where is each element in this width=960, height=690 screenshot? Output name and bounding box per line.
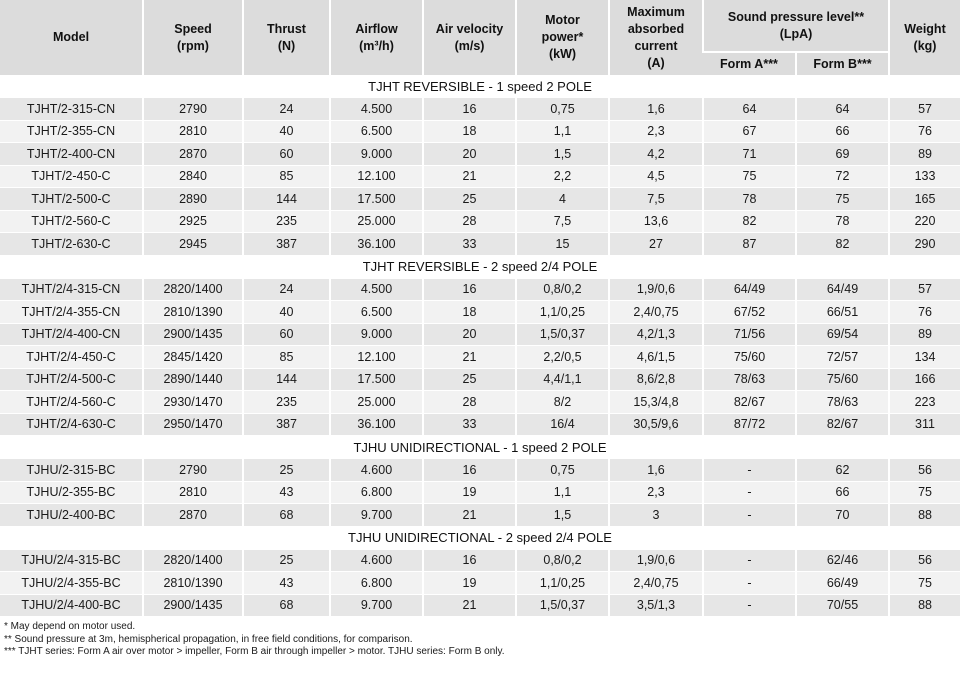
cell-form-a: 82/67 <box>703 391 796 414</box>
cell-speed: 2820/1400 <box>143 549 243 572</box>
table-row <box>0 323 960 346</box>
cell-weight: 57 <box>889 278 960 301</box>
cell-speed: 2840 <box>143 165 243 188</box>
cell-weight: 75 <box>889 481 960 504</box>
cell-air-velocity: 20 <box>423 323 516 346</box>
cell-weight: 134 <box>889 346 960 369</box>
cell-air-velocity: 21 <box>423 504 516 527</box>
cell-speed: 2820/1400 <box>143 278 243 301</box>
cell-max-current: 3,5/1,3 <box>609 594 703 617</box>
cell-airflow: 12.100 <box>330 346 423 369</box>
cell-form-a: - <box>703 594 796 617</box>
cell-max-current: 2,4/0,75 <box>609 301 703 324</box>
footnote-3: *** TJHT series: Form A air over motor > impeller, Form B air through impeller > motor. TJHU series: Form B only. <box>4 646 505 657</box>
cell-form-a: 64 <box>703 98 796 121</box>
cell-thrust: 60 <box>243 323 330 346</box>
cell-form-b: 66 <box>796 481 889 504</box>
cell-speed: 2810 <box>143 481 243 504</box>
table-row <box>0 413 960 436</box>
cell-model: TJHT/2/4-560-C <box>0 391 143 414</box>
table-body <box>0 75 960 617</box>
cell-form-b: 62/46 <box>796 549 889 572</box>
cell-form-a: 87 <box>703 233 796 256</box>
cell-max-current: 4,5 <box>609 165 703 188</box>
cell-model: TJHU/2-400-BC <box>0 504 143 527</box>
cell-max-current: 3 <box>609 504 703 527</box>
cell-form-b: 69 <box>796 143 889 166</box>
cell-max-current: 8,6/2,8 <box>609 368 703 391</box>
cell-thrust: 68 <box>243 594 330 617</box>
cell-model: TJHT/2-500-C <box>0 188 143 211</box>
cell-weight: 133 <box>889 165 960 188</box>
cell-air-velocity: 18 <box>423 120 516 143</box>
group-title: TJHU UNIDIRECTIONAL - 1 speed 2 POLE <box>0 436 960 459</box>
table-row <box>0 210 960 233</box>
cell-speed: 2900/1435 <box>143 594 243 617</box>
cell-form-a: 71/56 <box>703 323 796 346</box>
cell-weight: 89 <box>889 143 960 166</box>
footnote-1: * May depend on motor used. <box>4 621 136 632</box>
header-weight: Weight (kg) <box>889 0 960 75</box>
cell-form-a: 67/52 <box>703 301 796 324</box>
table-row <box>0 391 960 414</box>
cell-motor-power: 0,8/0,2 <box>516 278 609 301</box>
cell-airflow: 12.100 <box>330 165 423 188</box>
cell-air-velocity: 16 <box>423 98 516 121</box>
cell-motor-power: 8/2 <box>516 391 609 414</box>
table-row <box>0 301 960 324</box>
cell-form-b: 75 <box>796 188 889 211</box>
cell-motor-power: 1,1/0,25 <box>516 572 609 595</box>
cell-air-velocity: 16 <box>423 459 516 482</box>
cell-airflow: 6.800 <box>330 572 423 595</box>
table-row <box>0 233 960 256</box>
cell-form-a: 75 <box>703 165 796 188</box>
cell-air-velocity: 20 <box>423 143 516 166</box>
group-title: TJHU UNIDIRECTIONAL - 2 speed 2/4 POLE <box>0 526 960 549</box>
group-header-row <box>0 526 960 549</box>
cell-max-current: 2,4/0,75 <box>609 572 703 595</box>
cell-motor-power: 4,4/1,1 <box>516 368 609 391</box>
cell-weight: 290 <box>889 233 960 256</box>
cell-max-current: 2,3 <box>609 120 703 143</box>
cell-speed: 2810/1390 <box>143 301 243 324</box>
cell-form-a: - <box>703 459 796 482</box>
cell-motor-power: 7,5 <box>516 210 609 233</box>
table-row <box>0 594 960 617</box>
header-thrust: Thrust (N) <box>243 0 330 75</box>
table-row <box>0 143 960 166</box>
cell-air-velocity: 25 <box>423 368 516 391</box>
cell-model: TJHU/2-355-BC <box>0 481 143 504</box>
cell-form-a: - <box>703 481 796 504</box>
group-title: TJHT REVERSIBLE - 1 speed 2 POLE <box>0 75 960 98</box>
footnote-2: ** Sound pressure at 3m, hemispherical propagation, in free field conditions, for comparison. <box>4 633 413 645</box>
cell-max-current: 13,6 <box>609 210 703 233</box>
cell-max-current: 4,2/1,3 <box>609 323 703 346</box>
cell-form-a: 71 <box>703 143 796 166</box>
cell-form-b: 75/60 <box>796 368 889 391</box>
cell-air-velocity: 19 <box>423 481 516 504</box>
cell-motor-power: 4 <box>516 188 609 211</box>
cell-form-b: 78/63 <box>796 391 889 414</box>
cell-speed: 2950/1470 <box>143 413 243 436</box>
cell-motor-power: 2,2/0,5 <box>516 346 609 369</box>
cell-weight: 75 <box>889 572 960 595</box>
cell-thrust: 60 <box>243 143 330 166</box>
cell-thrust: 85 <box>243 165 330 188</box>
cell-air-velocity: 28 <box>423 391 516 414</box>
cell-weight: 220 <box>889 210 960 233</box>
cell-weight: 76 <box>889 120 960 143</box>
cell-model: TJHT/2-355-CN <box>0 120 143 143</box>
table-row <box>0 346 960 369</box>
cell-air-velocity: 19 <box>423 572 516 595</box>
cell-model: TJHT/2/4-400-CN <box>0 323 143 346</box>
header-air-velocity: Air velocity (m/s) <box>423 0 516 75</box>
table-row <box>0 368 960 391</box>
cell-weight: 76 <box>889 301 960 324</box>
cell-weight: 223 <box>889 391 960 414</box>
cell-form-a: - <box>703 549 796 572</box>
cell-motor-power: 1,1/0,25 <box>516 301 609 324</box>
header-model: Model <box>0 0 143 75</box>
cell-form-a: 82 <box>703 210 796 233</box>
cell-speed: 2845/1420 <box>143 346 243 369</box>
cell-form-a: - <box>703 504 796 527</box>
cell-air-velocity: 21 <box>423 165 516 188</box>
cell-weight: 166 <box>889 368 960 391</box>
cell-model: TJHU/2-315-BC <box>0 459 143 482</box>
cell-airflow: 4.500 <box>330 278 423 301</box>
cell-speed: 2790 <box>143 98 243 121</box>
table-row <box>0 504 960 527</box>
cell-max-current: 30,5/9,6 <box>609 413 703 436</box>
cell-weight: 57 <box>889 98 960 121</box>
cell-thrust: 85 <box>243 346 330 369</box>
cell-weight: 89 <box>889 323 960 346</box>
cell-form-b: 82 <box>796 233 889 256</box>
cell-thrust: 40 <box>243 301 330 324</box>
cell-airflow: 9.700 <box>330 594 423 617</box>
cell-air-velocity: 21 <box>423 594 516 617</box>
cell-form-a: - <box>703 572 796 595</box>
cell-air-velocity: 16 <box>423 278 516 301</box>
cell-form-a: 78 <box>703 188 796 211</box>
cell-form-b: 66/51 <box>796 301 889 324</box>
cell-thrust: 43 <box>243 481 330 504</box>
header-form-a: Form A*** <box>703 52 796 75</box>
cell-thrust: 68 <box>243 504 330 527</box>
cell-speed: 2930/1470 <box>143 391 243 414</box>
cell-form-b: 62 <box>796 459 889 482</box>
cell-model: TJHT/2/4-500-C <box>0 368 143 391</box>
cell-thrust: 387 <box>243 233 330 256</box>
cell-model: TJHT/2/4-355-CN <box>0 301 143 324</box>
cell-thrust: 40 <box>243 120 330 143</box>
group-header-row <box>0 75 960 98</box>
cell-thrust: 387 <box>243 413 330 436</box>
header-speed: Speed (rpm) <box>143 0 243 75</box>
cell-speed: 2890/1440 <box>143 368 243 391</box>
cell-air-velocity: 33 <box>423 233 516 256</box>
cell-model: TJHT/2-450-C <box>0 165 143 188</box>
header-motor-power: Motor power* (kW) <box>516 0 609 75</box>
cell-form-a: 67 <box>703 120 796 143</box>
cell-form-a: 78/63 <box>703 368 796 391</box>
table-row <box>0 120 960 143</box>
cell-weight: 56 <box>889 549 960 572</box>
cell-air-velocity: 16 <box>423 549 516 572</box>
cell-weight: 311 <box>889 413 960 436</box>
cell-speed: 2945 <box>143 233 243 256</box>
cell-form-a: 87/72 <box>703 413 796 436</box>
cell-motor-power: 1,1 <box>516 120 609 143</box>
cell-form-b: 78 <box>796 210 889 233</box>
cell-thrust: 235 <box>243 391 330 414</box>
cell-thrust: 25 <box>243 549 330 572</box>
cell-airflow: 17.500 <box>330 188 423 211</box>
cell-form-a: 64/49 <box>703 278 796 301</box>
cell-air-velocity: 18 <box>423 301 516 324</box>
header-max-current: Maximum absorbed current (A) <box>609 0 703 75</box>
cell-speed: 2900/1435 <box>143 323 243 346</box>
cell-motor-power: 1,5/0,37 <box>516 323 609 346</box>
cell-motor-power: 16/4 <box>516 413 609 436</box>
cell-motor-power: 2,2 <box>516 165 609 188</box>
header-sound-pressure: Sound pressure level** (LpA) <box>703 0 889 52</box>
cell-airflow: 17.500 <box>330 368 423 391</box>
table-row <box>0 572 960 595</box>
cell-airflow: 6.500 <box>330 120 423 143</box>
cell-air-velocity: 28 <box>423 210 516 233</box>
header-form-b: Form B*** <box>796 52 889 75</box>
cell-thrust: 24 <box>243 98 330 121</box>
cell-speed: 2870 <box>143 143 243 166</box>
cell-form-b: 82/67 <box>796 413 889 436</box>
cell-speed: 2870 <box>143 504 243 527</box>
cell-weight: 165 <box>889 188 960 211</box>
cell-weight: 88 <box>889 504 960 527</box>
cell-max-current: 2,3 <box>609 481 703 504</box>
cell-thrust: 144 <box>243 368 330 391</box>
cell-thrust: 24 <box>243 278 330 301</box>
cell-speed: 2790 <box>143 459 243 482</box>
cell-model: TJHT/2-630-C <box>0 233 143 256</box>
group-title: TJHT REVERSIBLE - 2 speed 2/4 POLE <box>0 255 960 278</box>
cell-max-current: 1,6 <box>609 98 703 121</box>
cell-model: TJHU/2/4-315-BC <box>0 549 143 572</box>
cell-airflow: 25.000 <box>330 210 423 233</box>
cell-model: TJHU/2/4-400-BC <box>0 594 143 617</box>
header-airflow: Airflow (m³/h) <box>330 0 423 75</box>
cell-airflow: 9.000 <box>330 323 423 346</box>
cell-motor-power: 1,1 <box>516 481 609 504</box>
cell-max-current: 4,2 <box>609 143 703 166</box>
cell-airflow: 6.800 <box>330 481 423 504</box>
table-row <box>0 98 960 121</box>
cell-max-current: 27 <box>609 233 703 256</box>
cell-form-b: 72 <box>796 165 889 188</box>
cell-model: TJHT/2/4-315-CN <box>0 278 143 301</box>
cell-model: TJHT/2/4-450-C <box>0 346 143 369</box>
cell-max-current: 15,3/4,8 <box>609 391 703 414</box>
cell-airflow: 9.000 <box>330 143 423 166</box>
cell-form-b: 64 <box>796 98 889 121</box>
cell-form-b: 66/49 <box>796 572 889 595</box>
table-row <box>0 188 960 211</box>
cell-airflow: 4.600 <box>330 549 423 572</box>
cell-airflow: 36.100 <box>330 413 423 436</box>
cell-speed: 2810 <box>143 120 243 143</box>
cell-airflow: 25.000 <box>330 391 423 414</box>
cell-airflow: 4.500 <box>330 98 423 121</box>
cell-form-b: 72/57 <box>796 346 889 369</box>
cell-airflow: 9.700 <box>330 504 423 527</box>
cell-form-b: 64/49 <box>796 278 889 301</box>
cell-form-a: 75/60 <box>703 346 796 369</box>
table-row <box>0 549 960 572</box>
cell-airflow: 6.500 <box>330 301 423 324</box>
cell-speed: 2925 <box>143 210 243 233</box>
cell-max-current: 7,5 <box>609 188 703 211</box>
cell-weight: 88 <box>889 594 960 617</box>
cell-airflow: 4.600 <box>330 459 423 482</box>
cell-motor-power: 1,5 <box>516 143 609 166</box>
cell-motor-power: 0,75 <box>516 459 609 482</box>
table-row <box>0 165 960 188</box>
table-header <box>0 0 960 75</box>
cell-speed: 2810/1390 <box>143 572 243 595</box>
cell-motor-power: 1,5/0,37 <box>516 594 609 617</box>
cell-model: TJHT/2-560-C <box>0 210 143 233</box>
cell-motor-power: 1,5 <box>516 504 609 527</box>
table-row <box>0 481 960 504</box>
cell-air-velocity: 25 <box>423 188 516 211</box>
cell-form-b: 69/54 <box>796 323 889 346</box>
cell-thrust: 43 <box>243 572 330 595</box>
cell-model: TJHT/2-315-CN <box>0 98 143 121</box>
cell-air-velocity: 33 <box>423 413 516 436</box>
cell-weight: 56 <box>889 459 960 482</box>
table-row <box>0 459 960 482</box>
cell-thrust: 25 <box>243 459 330 482</box>
cell-air-velocity: 21 <box>423 346 516 369</box>
cell-thrust: 144 <box>243 188 330 211</box>
cell-model: TJHT/2/4-630-C <box>0 413 143 436</box>
cell-motor-power: 0,75 <box>516 98 609 121</box>
cell-max-current: 1,6 <box>609 459 703 482</box>
cell-form-b: 70/55 <box>796 594 889 617</box>
group-header-row <box>0 436 960 459</box>
cell-form-b: 70 <box>796 504 889 527</box>
cell-thrust: 235 <box>243 210 330 233</box>
cell-max-current: 4,6/1,5 <box>609 346 703 369</box>
cell-max-current: 1,9/0,6 <box>609 278 703 301</box>
cell-max-current: 1,9/0,6 <box>609 549 703 572</box>
cell-speed: 2890 <box>143 188 243 211</box>
cell-motor-power: 15 <box>516 233 609 256</box>
cell-model: TJHT/2-400-CN <box>0 143 143 166</box>
group-header-row <box>0 255 960 278</box>
table-row <box>0 278 960 301</box>
cell-airflow: 36.100 <box>330 233 423 256</box>
cell-model: TJHU/2/4-355-BC <box>0 572 143 595</box>
cell-motor-power: 0,8/0,2 <box>516 549 609 572</box>
cell-form-b: 66 <box>796 120 889 143</box>
footnotes <box>0 617 960 659</box>
